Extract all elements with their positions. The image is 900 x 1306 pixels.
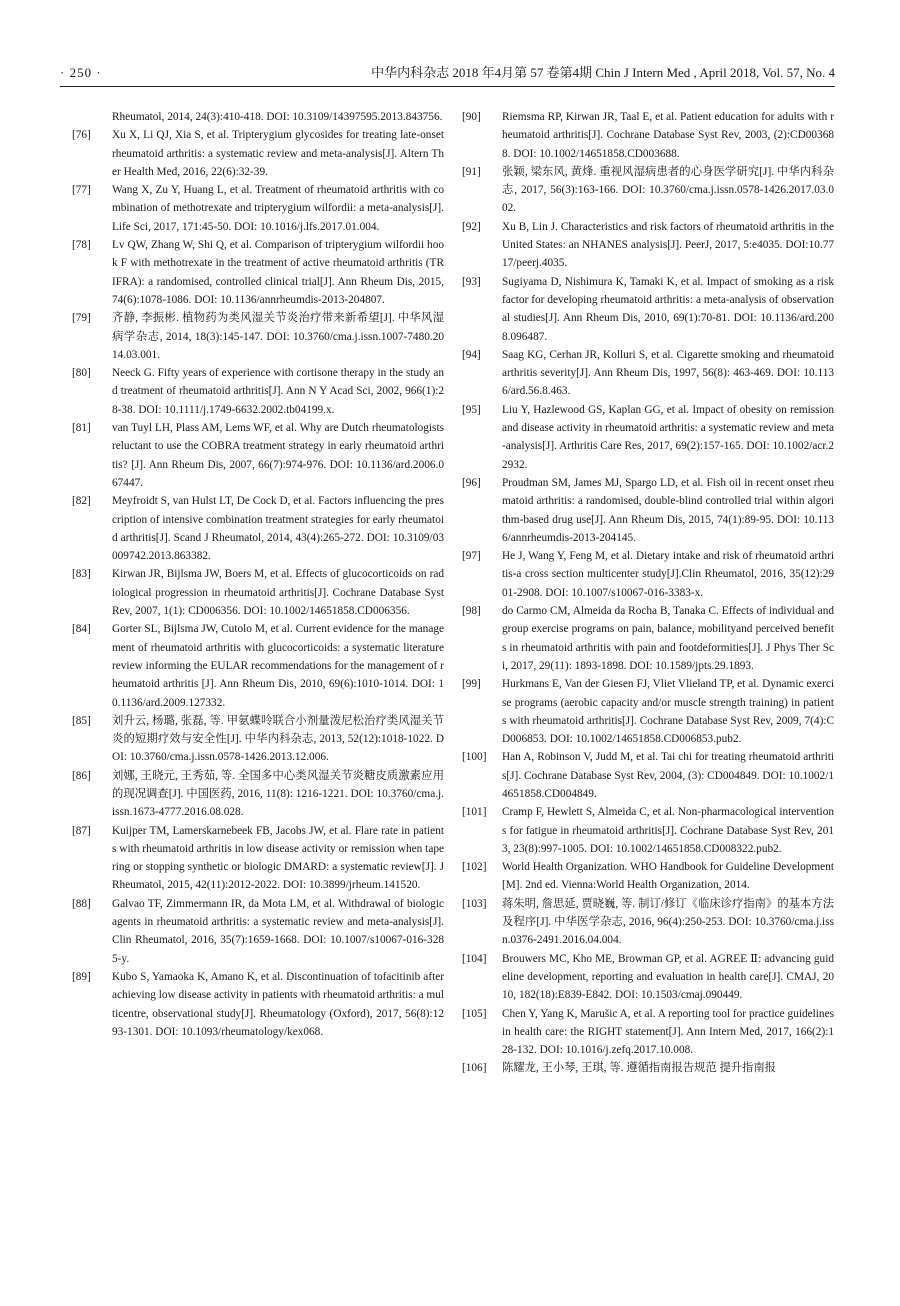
reference-number: [90] <box>462 111 481 123</box>
reference-text: World Health Organization. WHO Handbook for Guideline Development[M]. 2nd ed. Vienna:World Health Organization, 2014. <box>502 861 834 892</box>
page-header <box>60 64 835 82</box>
reference-entry <box>462 748 834 803</box>
reference-number: [97] <box>462 550 481 563</box>
reference-number: [98] <box>462 605 481 618</box>
reference-text: Xu B, Lin J. Characteristics and risk factors of rheumatoid arthritis in the United States: an NHANES analysis[J]. PeerJ, 2017, 5:e4035. DOI:10.7717/peerj.4035. <box>502 220 834 270</box>
reference-entry <box>72 822 444 895</box>
reference-text: Riemsma RP, Kirwan JR, Taal E, et al. Patient education for adults with rheumatoid arthritis[J]. Cochrane Database Syst Rev, 2003, (2):CD003688. DOI: 10.1002/14651858.CD003688. <box>502 111 834 160</box>
reference-number: [95] <box>462 403 481 416</box>
reference-number: [85] <box>72 714 91 727</box>
reference-list-right <box>462 108 834 1078</box>
reference-text: Kuijper TM, Lamerskarnebeek FB, Jacobs JW, et al. Flare rate in patients with rheumatoid arthritis in low disease activity or remission when tapering or stopping synthetic or biologic DMARD: a systematic review[J]. J Rheumatol, 2015, 42(11):2012-2022. DOI: 10.3899/jrheum.141520. <box>112 824 444 892</box>
reference-entry <box>72 309 444 364</box>
reference-number: [104] <box>462 952 487 965</box>
reference-entry <box>462 602 834 675</box>
reference-number: [92] <box>462 220 481 233</box>
reference-entry <box>72 620 444 711</box>
reference-number: [99] <box>462 678 481 691</box>
reference-entry <box>72 492 444 565</box>
reference-entry <box>462 803 834 858</box>
reference-text: Xu X, Li QJ, Xia S, et al. Tripterygium glycosides for treating late-onset rheumatoid arthritis: a systematic review and meta-analysis[J]. Altern Ther Health Med, 2016, 22(6):32-39. <box>112 129 444 178</box>
reference-text: Han A, Robinson V, Judd M, et al. Tai chi for treating rheumatoid arthritis[J]. Cochrane Database Syst Rev, 2004, (3): CD004849. DOI: 10.1002/14651858.CD004849. <box>502 751 834 800</box>
reference-text: Saag KG, Cerhan JR, Kolluri S, et al. Cigarette smoking and rheumatoid arthritis severity[J]. Ann Rheum Dis, 1997, 56(8): 463-469. DOI: 10.1136/ard.56.8.463. <box>502 348 834 398</box>
reference-number: [94] <box>462 348 481 361</box>
reference-number: [102] <box>462 861 487 874</box>
reference-continuation: Rheumatol, 2014, 24(3):410-418. DOI: 10.3109/14397595.2013.843756. <box>112 111 443 123</box>
reference-number: [106] <box>462 1062 487 1075</box>
reference-text: Galvao TF, Zimmermann IR, da Mota LM, et al. Withdrawal of biologic agents in rheumatoid arthritis: a systematic review and meta-analysis[J]. Clin Rheumatol, 2016, 35(7):1659-1668. DOI: 10.1007/s10067-016-3285-y. <box>112 897 444 965</box>
reference-text: 刘升云, 杨璐, 张磊, 等. 甲氨蝶呤联合小剂量泼尼松治疗类风湿关节炎的短期疗效与安全性[J]. 中华内科杂志, 2013, 52(12):1018-1022. DOI: 10.3760/cma.j.issn.0578-1426.2013.12.006. <box>112 714 444 764</box>
reference-number: [84] <box>72 623 91 636</box>
reference-text: Meyfroidt S, van Hulst LT, De Cock D, et al. Factors influencing the prescription of intensive combination treatment strategies for early rheumatoid arthritis[J]. Scand J Rheumatol, 2014, 43(4):265-272. DOI: 10.3109/03009742.2013.863382. <box>112 495 444 563</box>
reference-entry <box>72 181 444 236</box>
reference-text: 张颖, 梁东风, 黄烽. 重视风湿病患者的心身医学研究[J]. 中华内科杂志, 2017, 56(3):163-166. DOI: 10.3760/cma.j.issn.0578-1426.2017.03.002. <box>502 165 834 215</box>
reference-text: Kirwan JR, Bijlsma JW, Boers M, et al. Effects of glucocorticoids on radiological progression in rheumatoid arthritis[J]. Cochrane Database Syst Rev, 2007, 1(1): CD006356. DOI: 10.1002/14651858.CD006356. <box>112 568 444 618</box>
reference-entry <box>462 675 834 748</box>
reference-number: [76] <box>72 129 91 142</box>
reference-entry <box>462 108 834 163</box>
reference-number: [77] <box>72 184 91 197</box>
reference-entry <box>72 364 444 419</box>
reference-entry <box>462 218 834 273</box>
reference-entry <box>72 236 444 309</box>
reference-number: [88] <box>72 897 91 910</box>
reference-text: 陈耀龙, 王小琴, 王琪, 等. 遵循指南报告规范 提升指南报 <box>502 1062 776 1075</box>
header-rule <box>60 86 835 87</box>
reference-entry <box>462 1059 834 1077</box>
reference-number: [82] <box>72 495 91 508</box>
reference-number: [83] <box>72 568 91 581</box>
reference-number: [96] <box>462 476 481 489</box>
reference-entry <box>72 712 444 767</box>
reference-text: Kubo S, Yamaoka K, Amano K, et al. Discontinuation of tofacitinib after achieving low disease activity in patients with rheumatoid arthritis: a multicentre, observational study[J]. Rheumatology (Oxford), 2017, 56(8):1293-1301. DOI: 10.1093/rheumatology/kex068. <box>112 970 444 1038</box>
reference-entry <box>462 346 834 401</box>
reference-number: [103] <box>462 897 487 910</box>
reference-number: [87] <box>72 824 91 837</box>
reference-text: Sugiyama D, Nishimura K, Tamaki K, et al. Impact of smoking as a risk factor for developing rheumatoid arthritis: a meta-analysis of observational studies[J]. Ann Rheum Dis, 2010, 69(1):70-81. DOI: 10.1136/ard.2008.096487. <box>502 275 834 343</box>
reference-text: Neeck G. Fifty years of experience with cortisone therapy in the study and treatment of rheumatoid arthritis[J]. Ann N Y Acad Sci, 2002, 966(1):28-38. DOI: 10.1111/j.1749-6632.2002.tb04199.x. <box>112 367 444 416</box>
reference-entry <box>462 895 834 950</box>
reference-text: Cramp F, Hewlett S, Almeida C, et al. Non-pharmacological interventions for fatigue in rheumatoid arthritis[J]. Cochrane Database Syst Rev, 2013, 23(8):997-1005. DOI: 10.1002/14651858.CD008322.pub2. <box>502 806 834 855</box>
reference-number: [105] <box>462 1007 487 1020</box>
reference-entry <box>72 895 444 968</box>
reference-entry <box>462 163 834 218</box>
reference-entry <box>462 858 834 895</box>
reference-entry <box>462 401 834 474</box>
reference-entry <box>462 273 834 346</box>
reference-entry <box>462 474 834 547</box>
reference-text: van Tuyl LH, Plass AM, Lems WF, et al. Why are Dutch rheumatologists reluctant to use the COBRA treatment strategy in early rheumatoid arthritis? [J]. Ann Rheum Dis, 2007, 66(7):974-976. DOI: 10.1136/ard.2006.067447. <box>112 422 444 489</box>
reference-entry <box>462 950 834 1005</box>
reference-number: [100] <box>462 751 487 764</box>
reference-text: 蒋朱明, 詹思延, 贾晓巍, 等. 制订/修订《临床诊疗指南》的基本方法及程序[J]. 中华医学杂志, 2016, 96(4):250-253. DOI: 10.3760/cma.j.issn.0376-2491.2016.04.004. <box>502 897 834 947</box>
reference-text: Gorter SL, Bijlsma JW, Cutolo M, et al. Current evidence for the management of rheumatoid arthritis with glucocorticoids: a systematic literature review informing the EULAR recommendations for the management of rheumatoid arthritis [J]. Ann Rheum Dis, 2010, 69(6):1010-1014. DOI: 10.1136/ard.2009.127332. <box>112 623 444 709</box>
reference-entry <box>72 419 444 492</box>
reference-number: [91] <box>462 165 481 178</box>
reference-text: 齐静, 李振彬. 植物药为类风湿关节炎治疗带来新希望[J]. 中华风湿病学杂志, 2014, 18(3):145-147. DOI: 10.3760/cma.j.issn.1007-7480.2014.03.001. <box>112 312 444 361</box>
reference-entry <box>72 968 444 1041</box>
reference-number: [89] <box>72 970 91 983</box>
reference-text: Hurkmans E, Van der Giesen FJ, Vliet Vlieland TP, et al. Dynamic exercise programs (aerobic capacity and/or muscle strength training) in patients with rheumatoid arthritis[J]. Cochrane Database Syst Rev, 2009, 7(4):CD006853. DOI: 10.1002/14651858.CD006853.pub2. <box>502 678 834 746</box>
page-number: · 250 · <box>60 65 102 80</box>
reference-entry <box>72 565 444 620</box>
reference-number: [93] <box>462 275 481 288</box>
journal-running-head: 中华内科杂志 2018 年4月第 57 卷第4期 Chin J Intern Med , April 2018, Vol. 57, No. 4 <box>371 65 835 80</box>
reference-number: [101] <box>462 806 487 819</box>
reference-text: Proudman SM, James MJ, Spargo LD, et al. Fish oil in recent onset rheumatoid arthritis: a randomised, double-blind controlled trial within algorithm-based drug use[J]. Ann Rheum Dis, 2015, 74(1):89-95. DOI: 10.1136/annrheumdis-2013-204145. <box>502 476 834 544</box>
reference-text: He J, Wang Y, Feng M, et al. Dietary intake and risk of rheumatoid arthritis-a cross section multicenter study[J].Clin Rheumatol, 2016, 35(12):2901-2908. DOI: 10.1007/s10067-016-3383-x. <box>502 550 834 599</box>
reference-column-left <box>72 108 444 1041</box>
reference-column-right <box>462 108 834 1078</box>
reference-entry <box>72 767 444 822</box>
reference-text: Wang X, Zu Y, Huang L, et al. Treatment of rheumatoid arthritis with combination of methotrexate and tripterygium wilfordii: a meta-analysis[J]. Life Sci, 2017, 171:45-50. DOI: 10.1016/j.lfs.2017.01.004. <box>112 184 444 233</box>
reference-number: [81] <box>72 422 91 435</box>
reference-number: [79] <box>72 312 91 325</box>
reference-text: do Carmo CM, Almeida da Rocha B, Tanaka C. Effects of individual and group exercise programs on pain, balance, mobilityand perceived benefits in rheumatoid arthritis with pain and footdeformities[J]. J Phys Ther Sci, 2017, 29(11): 1893-1898. DOI: 10.1589/jpts.29.1893. <box>502 605 834 672</box>
reference-number: [80] <box>72 367 91 380</box>
reference-entry <box>462 1005 834 1060</box>
reference-list-left <box>72 126 444 1041</box>
reference-entry <box>72 126 444 181</box>
reference-number: [86] <box>72 769 91 782</box>
reference-text: Brouwers MC, Kho ME, Browman GP, et al. AGREE Ⅱ: advancing guideline development, reporting and evaluation in health care[J]. CMAJ, 2010, 182(18):E839-E842. DOI: 10.1503/cmaj.090449. <box>502 952 834 1002</box>
reference-text: Lv QW, Zhang W, Shi Q, et al. Comparison of tripterygium wilfordii hook F with methotrexate in the treatment of active rheumatoid arthritis (TRIFRA): a randomised, controlled clinical trial[J]. Ann Rheum Dis, 2015, 74(6):1078-1086. DOI: 10.1136/annrheumdis-2013-204807. <box>112 239 444 306</box>
reference-entry <box>462 547 834 602</box>
reference-text: Chen Y, Yang K, Marušic A, et al. A reporting tool for practice guidelines in health care: the RIGHT statement[J]. Ann Intern Med, 2017, 166(2):128-132. DOI: 10.1016/j.zefq.2017.10.008. <box>502 1007 834 1057</box>
reference-text: Liu Y, Hazlewood GS, Kaplan GG, et al. Impact of obesity on remission and disease activity in rheumatoid arthritis: a systematic review and meta-analysis[J]. Arthritis Care Res, 2017, 69(2):157-165. DOI: 10.1002/acr.22932. <box>502 403 834 471</box>
reference-number: [78] <box>72 239 91 252</box>
reference-text: 刘娜, 王晓元, 王秀茹, 等. 全国多中心类风湿关节炎糖皮质激素应用的现况调查[J]. 中国医药, 2016, 11(8): 1216-1221. DOI: 10.3760/cma.j.issn.1673-4777.2016.08.028. <box>112 769 444 819</box>
